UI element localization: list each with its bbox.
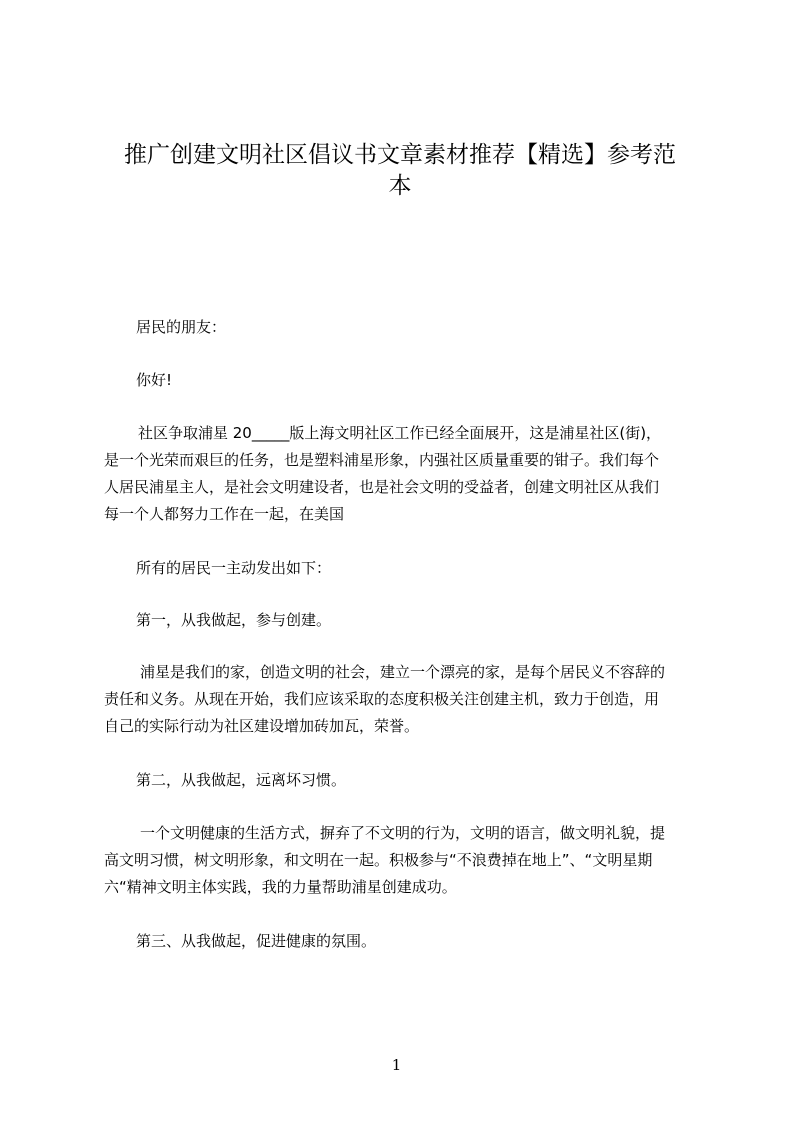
paragraph-line: 六“精神文明主体实践，我的力量帮助浦星创建成功。 bbox=[104, 878, 457, 896]
paragraph-line: 高文明习惯，树文明形象，和文明在一起。积极参与“不浪费掉在地上”、“文明星期 bbox=[104, 851, 653, 869]
paragraph-line: 社区争取浦星 20_____版上海文明社区工作已经全面展开，这是浦星社区(街)， bbox=[138, 424, 662, 442]
title-line-2: 本 bbox=[388, 173, 412, 199]
section-heading-1: 第一，从我做起，参与创建。 bbox=[136, 611, 332, 629]
paragraph-line: 一个文明健康的生活方式，摒弃了不文明的行为，文明的语言，做文明礼貌，提 bbox=[140, 824, 666, 842]
page-number: 1 bbox=[391, 1056, 402, 1074]
document-title bbox=[100, 140, 700, 202]
paragraph-healthy-lifestyle bbox=[104, 820, 700, 901]
paragraph-home-responsibility bbox=[104, 659, 700, 740]
section-heading-3: 第三、从我做起，促进健康的氛围。 bbox=[136, 932, 377, 950]
salutation: 居民的朋友： bbox=[136, 318, 227, 336]
section-heading-2: 第二，从我做起，远离坏习惯。 bbox=[136, 771, 347, 789]
paragraph-line: 自己的实际行动为社区建设增加砖加瓦，荣誉。 bbox=[104, 717, 420, 735]
paragraph-community-intro bbox=[104, 420, 700, 528]
paragraph-line: 是一个光荣而艰巨的任务，也是塑料浦星形象，内强社区质量重要的钳子。我们每个 bbox=[104, 451, 660, 469]
paragraph-line: 浦星是我们的家，创造文明的社会，建立一个漂亮的家，是每个居民义不容辞的 bbox=[140, 663, 666, 681]
title-line-1: 推广创建文明社区倡议书文章素材推荐【精选】参考范 bbox=[124, 142, 676, 168]
paragraph-line: 人居民浦星主人，是社会文明建设者，也是社会文明的受益者，创建文明社区从我们 bbox=[104, 478, 660, 496]
call-to-residents: 所有的居民一主动发出如下： bbox=[136, 559, 332, 577]
paragraph-line: 责任和义务。从现在开始，我们应该采取的态度积极关注创建主机，致力于创造，用 bbox=[104, 690, 660, 708]
greeting: 你好! bbox=[136, 371, 173, 389]
paragraph-line: 每一个人都努力工作在一起，在美国 bbox=[104, 505, 345, 523]
